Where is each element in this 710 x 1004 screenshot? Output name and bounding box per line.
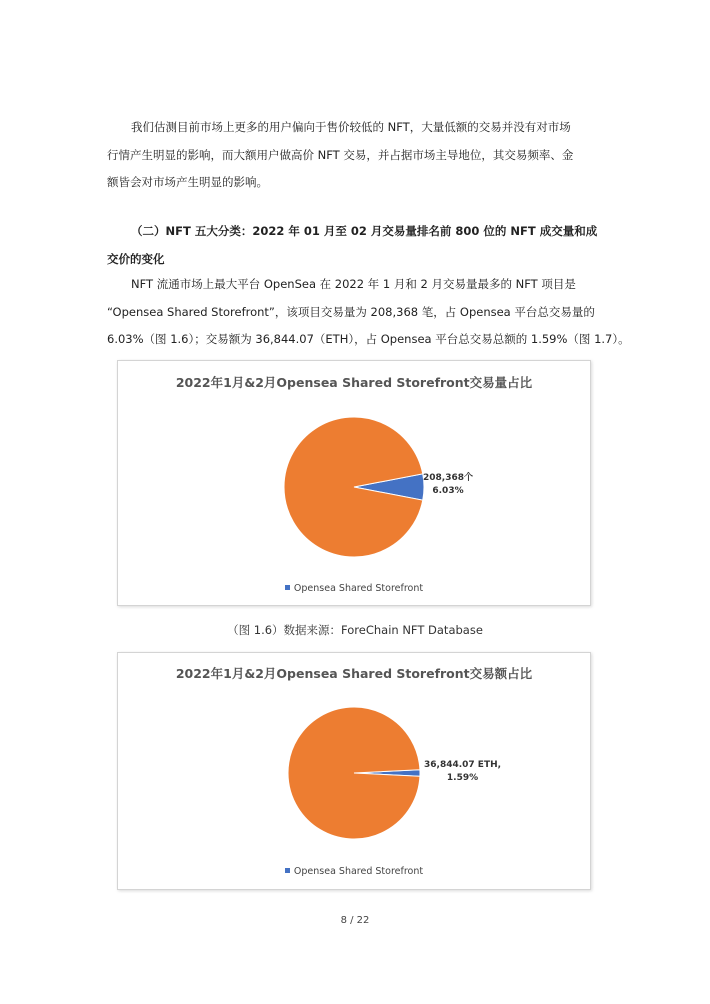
- data-label-percent: 6.03%: [432, 486, 464, 496]
- data-label: [423, 472, 473, 498]
- pie-chart-svg: [118, 361, 590, 605]
- legend-label: Opensea Shared Storefront: [293, 583, 424, 594]
- chart-legend: [118, 583, 590, 594]
- figure-caption: （图 1.6）数据来源：ForeChain NFT Database: [227, 623, 483, 637]
- opensea-paragraph: [107, 271, 630, 354]
- section-heading: [107, 218, 603, 273]
- heading-line: 交价的变化: [107, 251, 165, 266]
- legend-marker: [285, 585, 290, 590]
- pie-chart-svg: [118, 653, 590, 889]
- data-label-value: 36,844.07 ETH,: [424, 760, 502, 770]
- paragraph-line: 额皆会对市场产生明显的影响。: [107, 175, 268, 189]
- paragraph-line: “Opensea Shared Storefront”，该项目交易量为 208,368 笔，占 Opensea 平台总交易量的: [107, 304, 595, 319]
- paragraph-line: 行情产生明显的影响，而大额用户做高价 NFT 交易，并占据市场主导地位，其交易频率、金: [107, 147, 574, 162]
- volume-share-pie-chart: [117, 360, 591, 606]
- data-label-count: 208,368个: [423, 473, 473, 483]
- heading-line: （二）NFT 五大分类：2022 年 01 月至 02 月交易量排名前 800 位的 NFT 成交量和成: [131, 224, 598, 238]
- chart-title: 2022年1月&2月Opensea Shared Storefront交易量占比: [175, 375, 533, 390]
- data-label: [424, 759, 501, 785]
- chart-legend: [118, 866, 590, 877]
- legend-label: Opensea Shared Storefront: [293, 866, 424, 877]
- intro-paragraph: [107, 114, 603, 197]
- paragraph-line: 我们估测目前市场上更多的用户偏向于售价较低的 NFT，大量低额的交易并没有对市场: [131, 120, 571, 134]
- page-number: 8 / 22: [340, 915, 370, 926]
- chart-title: 2022年1月&2月Opensea Shared Storefront交易额占比: [175, 666, 533, 681]
- paragraph-line: 6.03%（图 1.6）；交易额为 36,844.07（ETH），占 Opensea 平台总交易总额的 1.59%（图 1.7）。: [107, 332, 630, 346]
- legend-marker: [285, 868, 290, 873]
- data-label-percent: 1.59%: [446, 773, 479, 783]
- value-share-pie-chart: [117, 652, 591, 890]
- paragraph-line: NFT 流通市场上最大平台 OpenSea 在 2022 年 1 月和 2 月交易量最多的 NFT 项目是: [131, 277, 576, 291]
